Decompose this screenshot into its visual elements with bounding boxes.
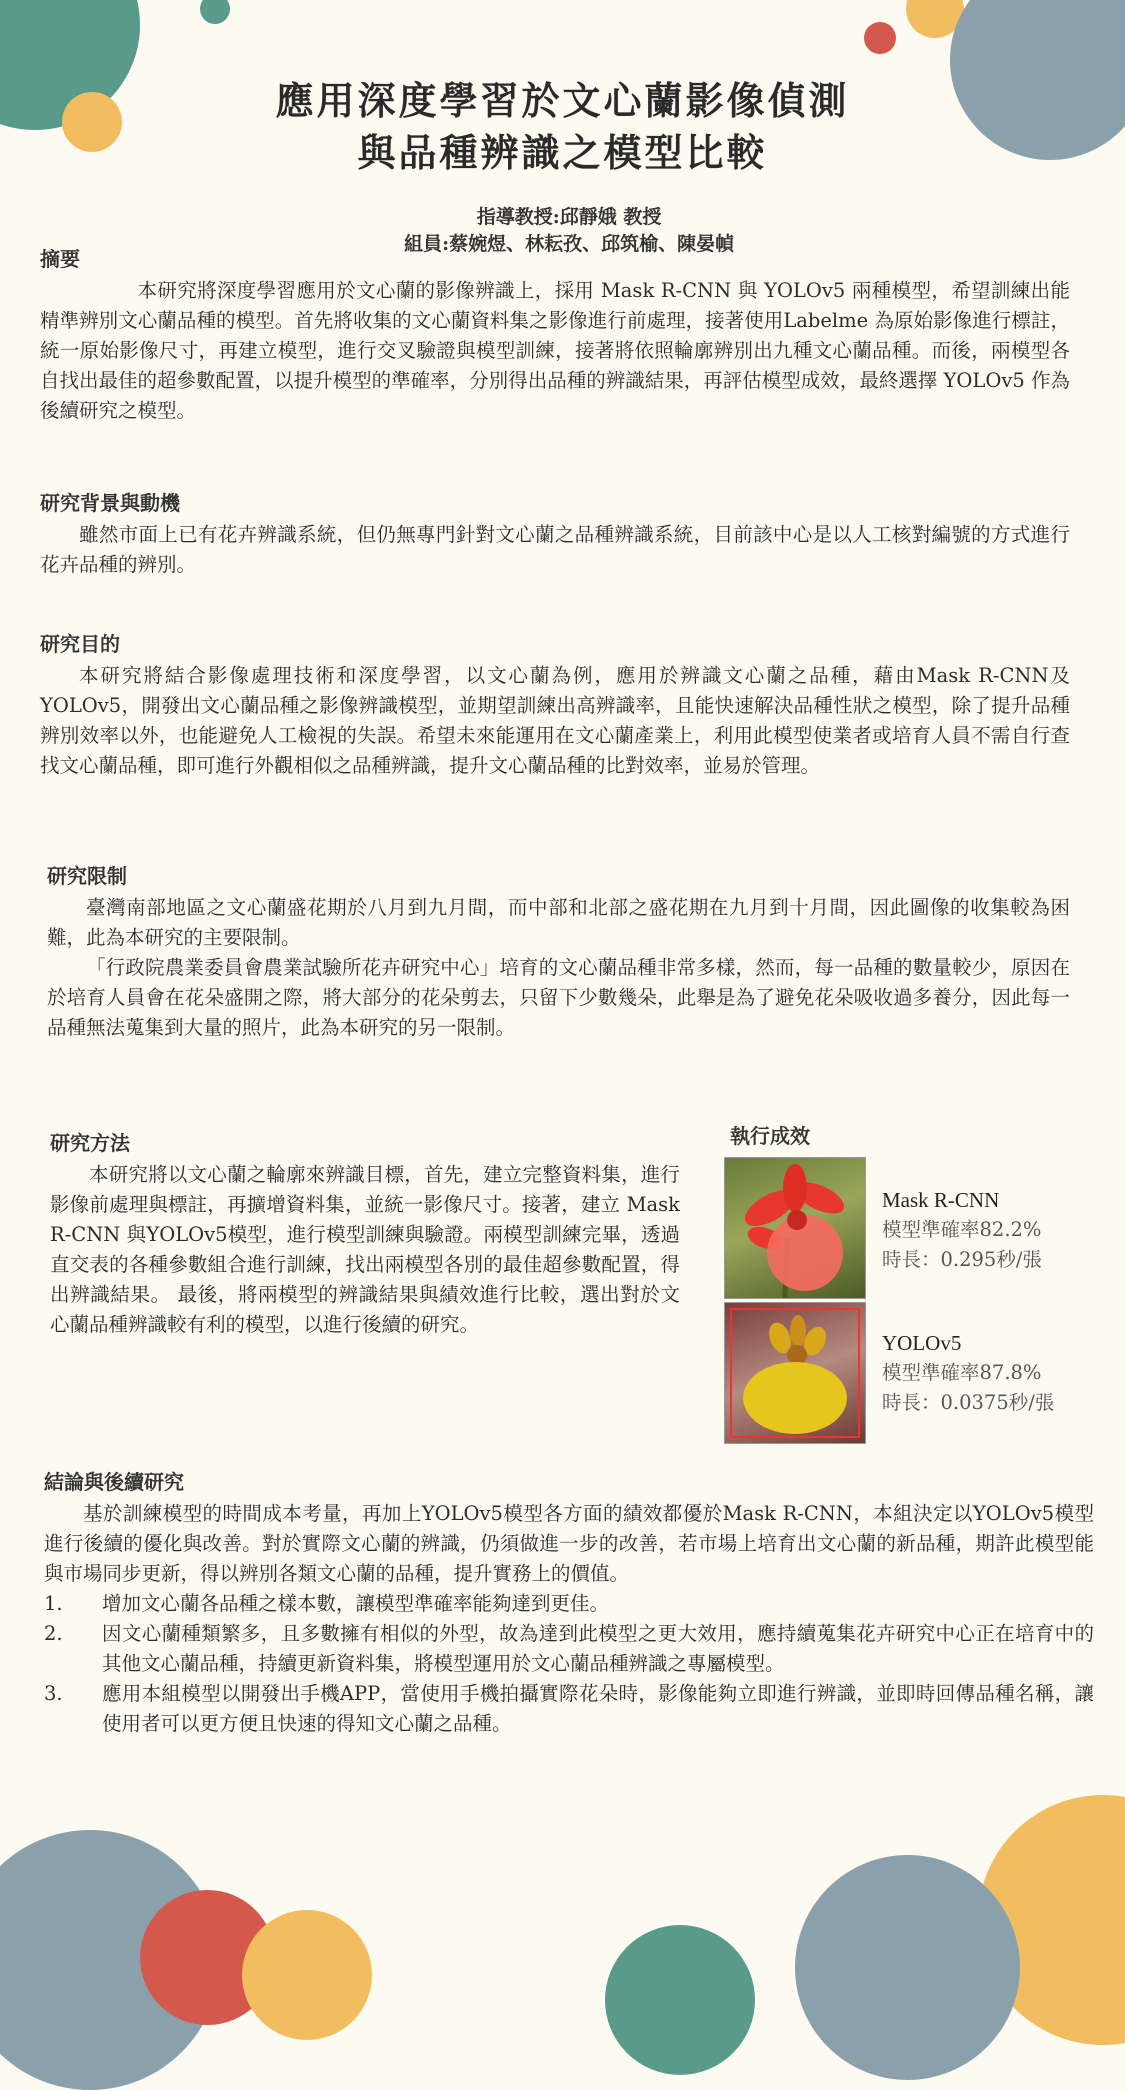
heading-purpose: 研究目的 [40, 632, 120, 656]
poster-title-line2: 與品種辨識之模型比較 [357, 130, 768, 175]
section-method [50, 1127, 680, 1340]
heading-conclusion: 結論與後續研究 [44, 1470, 184, 1494]
heading-abstract: 摘要 [40, 247, 80, 271]
yolov5-accuracy: 模型準確率87.8% [882, 1361, 1042, 1384]
list-number: 1. [44, 1592, 63, 1615]
yolov5-result [882, 1328, 1082, 1418]
list-item [44, 1679, 1094, 1739]
list-number: 2. [44, 1622, 63, 1645]
heading-results: 執行成效 [730, 1124, 810, 1148]
section-purpose [40, 628, 1070, 781]
list-item [44, 1589, 1094, 1619]
mask-rcnn-name: Mask R-CNN [882, 1188, 1000, 1212]
section-background [40, 487, 1070, 580]
mask-rcnn-time: 時長：0.295秒/張 [882, 1248, 1042, 1271]
yolov5-name: YOLOv5 [882, 1331, 962, 1355]
decor-circle-grey-bottom-right [795, 1855, 1020, 2080]
list-item [44, 1619, 1094, 1679]
list-number: 3. [44, 1682, 63, 1705]
heading-limitation: 研究限制 [47, 864, 127, 888]
section-limitation [47, 860, 1070, 1043]
list-text: 增加文心蘭各品種之樣本數，讓模型準確率能夠達到更佳。 [102, 1592, 610, 1615]
method-text: 本研究將以文心蘭之輪廓來辨識目標，首先，建立完整資料集，進行影像前處理與標註，再擴增資料集，並統一影像尺寸。接著，建立 Mask R-CNN 與YOLOv5模型，進行模型訓練與驗證。兩模型訓練完畢，透過直交表的各種參數組合進行訓練，找出兩模型各別的最佳超參數配置，得出辨識結果。 最後，將兩模型的辨識結果與績效進行比較，選出對於文心蘭品種辨識較有利的模型，以進行後續的研究。 [50, 1163, 680, 1336]
future-work-list [44, 1589, 1094, 1739]
section-results [730, 1120, 1090, 1153]
heading-method: 研究方法 [50, 1131, 130, 1155]
yolov5-time: 時長：0.0375秒/張 [882, 1391, 1055, 1414]
heading-background: 研究背景與動機 [40, 491, 180, 515]
red-orchid-icon [725, 1158, 865, 1298]
section-conclusion [44, 1466, 1094, 1739]
list-text: 因文心蘭種類繁多，且多數擁有相似的外型，故為達到此模型之更大效用，應持續蒐集花卉研究中心正在培育中的其他文心蘭品種，持續更新資料集，將模型運用於文心蘭品種辨識之專屬模型。 [102, 1622, 1094, 1675]
members: 組員:蔡婉煜、林耘孜、邱筑榆、陳晏幀 [404, 233, 735, 255]
mask-rcnn-accuracy: 模型準確率82.2% [882, 1218, 1042, 1241]
mask-rcnn-result-photo [724, 1157, 866, 1299]
yolov5-result-photo [724, 1302, 866, 1444]
section-abstract [40, 243, 1070, 426]
abstract-text: 本研究將深度學習應用於文心蘭的影像辨識上，採用 Mask R-CNN 與 YOLOv5 兩種模型，希望訓練出能精準辨別文心蘭品種的模型。首先將收集的文心蘭資料集之影像進行前處理，接著使用Labelme 為原始影像進行標註，統一原始影像尺寸，再建立模型，進行交叉驗證與模型訓練，接著將依照輪廓辨別出九種文心蘭品種。而後，兩模型各自找出最佳的超參數配置，以提升模型的準確率，分別得出品種的辨識結果，再評估模型成效，最終選擇 YOLOv5 作為後續研究之模型。 [40, 279, 1070, 422]
limitation-text-2: 「行政院農業委員會農業試驗所花卉研究中心」培育的文心蘭品種非常多樣，然而，每一品種的數量較少，原因在於培育人員會在花朵盛開之際，將大部分的花朵剪去，只留下少數幾朵，此舉是為了避免花朵吸收過多養分，因此每一品種無法蒐集到大量的照片，此為本研究的另一限制。 [47, 956, 1070, 1039]
list-text: 應用本組模型以開發出手機APP，當使用手機拍攝實際花朵時，影像能夠立即進行辨識，並即時回傳品種名稱，讓使用者可以更方便且快速的得知文心蘭之品種。 [102, 1682, 1094, 1735]
decor-circle-yellow-bottom-left [242, 1910, 372, 2040]
decor-circle-teal-bottom-center [605, 1925, 755, 2075]
poster-title-line1: 應用深度學習於文心蘭影像偵測 [275, 78, 850, 123]
conclusion-text: 基於訓練模型的時間成本考量，再加上YOLOv5模型各方面的績效都優於Mask R-CNN，本組決定以YOLOv5模型進行後續的優化與改善。對於實際文心蘭的辨識，仍須做進一步的改善，若市場上培育出文心蘭的新品種，期許此模型能與市場同步更新，得以辨別各類文心蘭的品種，提升實務上的價值。 [44, 1502, 1094, 1585]
mask-rcnn-result [882, 1185, 1092, 1275]
decor-circle-teal-small-top [200, 0, 230, 24]
advisor: 指導教授:邱靜娥 教授 [476, 206, 662, 228]
decor-circle-red-top-right [864, 22, 896, 54]
yellow-orchid-icon [725, 1303, 865, 1443]
purpose-text: 本研究將結合影像處理技術和深度學習，以文心蘭為例，應用於辨識文心蘭之品種，藉由Mask R-CNN及YOLOv5，開發出文心蘭品種之影像辨識模型，並期望訓練出高辨識率，且能快速解決品種性狀之模型，除了提升品種辨別效率以外，也能避免人工檢視的失誤。希望未來能運用在文心蘭產業上，利用此模型使業者或培育人員不需自行查找文心蘭品種，即可進行外觀相似之品種辨識，提升文心蘭品種的比對效率，並易於管理。 [40, 664, 1070, 777]
background-text: 雖然市面上已有花卉辨識系統，但仍無專門針對文心蘭之品種辨識系統，目前該中心是以人工核對編號的方式進行花卉品種的辨別。 [40, 523, 1070, 576]
limitation-text-1: 臺灣南部地區之文心蘭盛花期於八月到九月間，而中部和北部之盛花期在九月到十月間，因此圖像的收集較為困難，此為本研究的主要限制。 [47, 896, 1070, 949]
